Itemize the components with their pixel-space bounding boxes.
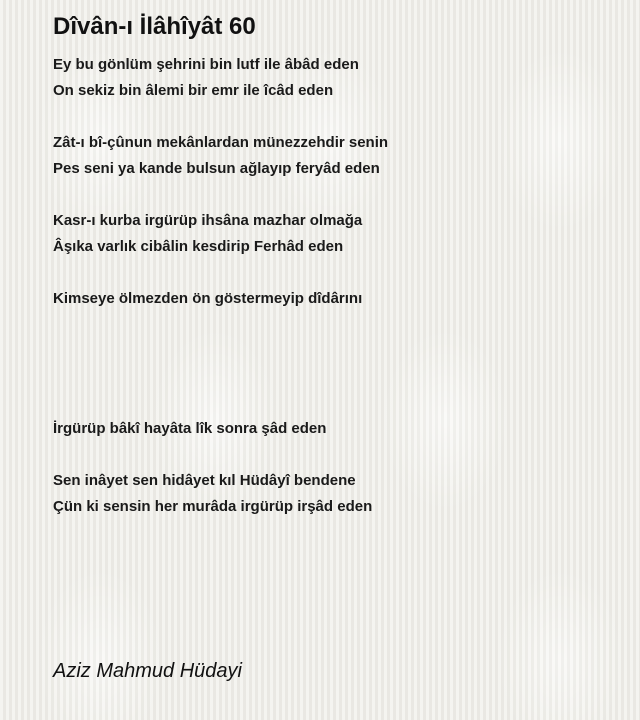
poem-line: On sekiz bin âlemi bir emr ile îcâd eden bbox=[53, 82, 334, 99]
stanza-5 bbox=[53, 416, 613, 442]
stanza-1 bbox=[53, 52, 613, 104]
poem-body bbox=[53, 52, 613, 546]
poem-line: Pes seni ya kande bulsun ağlayıp feryâd eden bbox=[53, 160, 380, 177]
poem-title: Dîvân-ı İlâhîyât 60 bbox=[53, 13, 256, 40]
stanza-6 bbox=[53, 468, 613, 520]
poem-line: Zât-ı bî-çûnun mekânlardan münezzehdir senin bbox=[53, 134, 389, 151]
poem-line: Sen inâyet sen hidâyet kıl Hüdâyî bendene bbox=[53, 472, 356, 489]
stanza-2 bbox=[53, 130, 613, 182]
poem-line: Kasr-ı kurba irgürüp ihsâna mazhar olmağa bbox=[53, 212, 363, 229]
stanza-3 bbox=[53, 208, 613, 260]
poem-line: Çün ki sensin her murâda irgürüp irşâd eden bbox=[53, 498, 373, 515]
poem-author: Aziz Mahmud Hüdayi bbox=[53, 660, 242, 682]
stanza-4 bbox=[53, 286, 613, 312]
poem-line: İrgürüp bâkî hayâta lîk sonra şâd eden bbox=[53, 420, 327, 437]
poem-line: Ey bu gönlüm şehrini bin lutf ile âbâd eden bbox=[53, 56, 359, 73]
poem-line: Kimseye ölmezden ön göstermeyip dîdârını bbox=[53, 290, 363, 307]
poem-line: Âşıka varlık cibâlin kesdirip Ferhâd eden bbox=[53, 238, 344, 255]
